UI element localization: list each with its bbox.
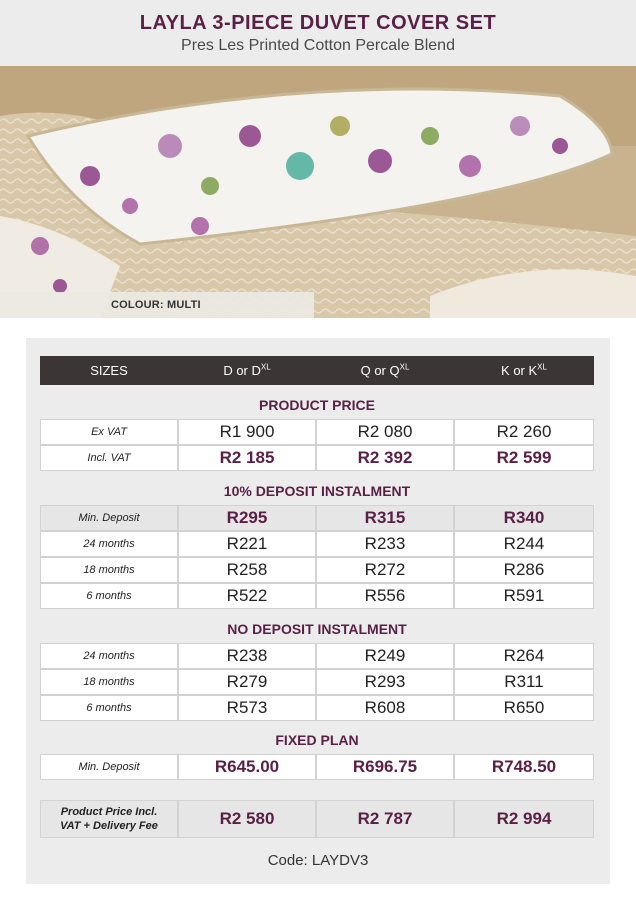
product-photo [0, 66, 636, 318]
price-cell: R233 [316, 531, 454, 557]
total-label [40, 800, 178, 838]
row-label: 18 months [40, 669, 178, 695]
price-cell: R258 [178, 557, 316, 583]
colour-label: COLOUR: MULTI [111, 299, 201, 311]
total-label-line1: Product Price Incl. [60, 806, 158, 818]
price-cell: R244 [454, 531, 594, 557]
price-cell: R522 [178, 583, 316, 609]
table-row [40, 419, 594, 445]
row-label: 18 months [40, 557, 178, 583]
pricing-panel [26, 338, 610, 884]
table-row-total [40, 800, 594, 832]
price-cell: R748.50 [454, 754, 594, 780]
price-cell: R2 599 [454, 445, 594, 471]
price-cell: R286 [454, 557, 594, 583]
section-heading-product-price: PRODUCT PRICE [259, 397, 375, 413]
row-label: 24 months [40, 643, 178, 669]
table-header-row [40, 356, 594, 385]
price-cell: R696.75 [316, 754, 454, 780]
duvet-illustration [0, 66, 636, 318]
price-cell: R556 [316, 583, 454, 609]
price-cell: R295 [178, 505, 316, 531]
total-price-cell: R2 787 [316, 800, 454, 838]
price-cell: R645.00 [178, 754, 316, 780]
total-price-cell: R2 994 [454, 800, 594, 838]
row-label: Min. Deposit [40, 754, 178, 780]
table-row [40, 505, 594, 531]
section-heading-fixed-plan: FIXED PLAN [275, 732, 359, 748]
row-label: 6 months [40, 583, 178, 609]
price-cell: R315 [316, 505, 454, 531]
price-cell: R279 [178, 669, 316, 695]
total-label-line2: VAT + Delivery Fee [60, 820, 158, 832]
row-label: 6 months [40, 695, 178, 721]
price-cell: R2 080 [316, 419, 454, 445]
table-row [40, 557, 594, 583]
table-row [40, 754, 594, 780]
price-cell: R340 [454, 505, 594, 531]
price-cell: R311 [454, 669, 594, 695]
product-title: LAYLA 3-PIECE DUVET COVER SET [139, 12, 497, 34]
table-row [40, 531, 594, 557]
row-label: Incl. VAT [40, 445, 178, 471]
row-label: 24 months [40, 531, 178, 557]
table-row [40, 445, 594, 471]
price-cell: R608 [316, 695, 454, 721]
price-cell: R1 900 [178, 419, 316, 445]
price-cell: R264 [454, 643, 594, 669]
header-sizes: SIZES [90, 363, 128, 378]
page-header [0, 0, 636, 66]
product-code: Code: LAYDV3 [267, 852, 369, 869]
price-cell: R249 [316, 643, 454, 669]
price-cell: R293 [316, 669, 454, 695]
section-heading-no-deposit: NO DEPOSIT INSTALMENT [227, 621, 407, 637]
section-heading-deposit: 10% DEPOSIT INSTALMENT [223, 483, 411, 499]
price-cell: R591 [454, 583, 594, 609]
table-row [40, 669, 594, 695]
price-cell: R2 260 [454, 419, 594, 445]
total-price-cell: R2 580 [178, 800, 316, 838]
header-size-d: D or $D^{XL}$ [223, 362, 271, 378]
row-label: Min. Deposit [40, 505, 178, 531]
table-row [40, 695, 594, 721]
row-label: Ex VAT [40, 419, 178, 445]
price-cell: R221 [178, 531, 316, 557]
product-subtitle: Pres Les Printed Cotton Percale Blend [181, 37, 455, 54]
header-size-q: Q or $Q^{XL}$ [360, 362, 410, 378]
price-cell: R2 185 [178, 445, 316, 471]
price-cell: R272 [316, 557, 454, 583]
table-row [40, 583, 594, 609]
table-row [40, 643, 594, 669]
price-cell: R573 [178, 695, 316, 721]
price-cell: R650 [454, 695, 594, 721]
header-size-k: K or $K^{XL}$ [501, 362, 547, 378]
price-cell: R2 392 [316, 445, 454, 471]
colour-tag [0, 292, 314, 318]
price-cell: R238 [178, 643, 316, 669]
